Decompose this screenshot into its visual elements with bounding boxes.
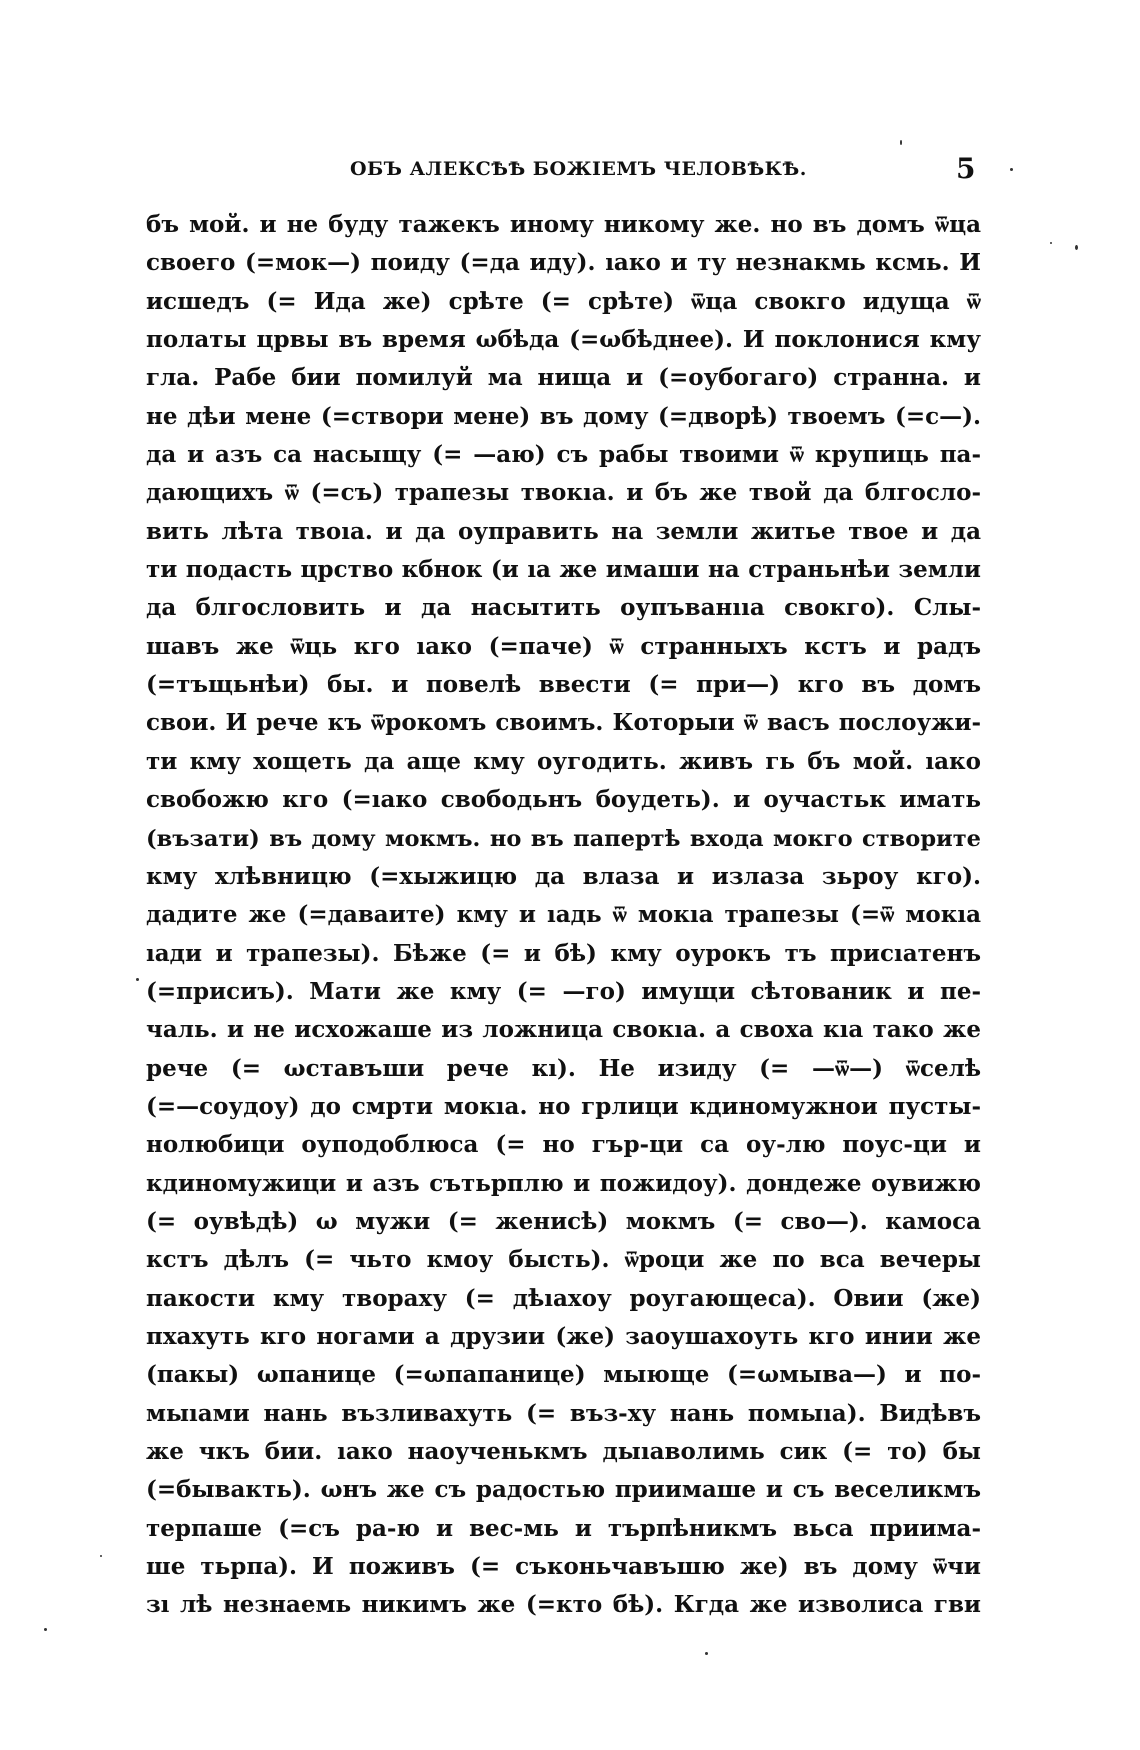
text-line: (пакы) ωпанице (=ωпапанице) мыюще (=ωмыва—) и по-: [146, 1361, 981, 1389]
scan-speck: [1010, 168, 1013, 171]
page-number: 5: [956, 152, 976, 185]
text-line: же чкъ бии. ıако наоученькмъ дыıаволимь сик (= то) бы: [146, 1438, 981, 1465]
scan-speck: [900, 140, 902, 145]
text-line: ıади и трапезы). Бѣже (= и бѣ) кму оурокъ тъ присıатенъ: [146, 939, 981, 967]
text-line: (=бывакть). ωнъ же съ радостью приимаше и съ веселикмъ: [146, 1476, 981, 1504]
running-title: ОБЪ АЛЕКСѢѢ БОЖІЕМЪ ЧЕЛОВѢКѢ.: [350, 158, 807, 180]
scan-speck: [1075, 245, 1078, 250]
text-line: (=тъщьнѣи) бы. и повелѣ ввести (= при—) кго въ домъ: [146, 671, 981, 699]
scan-speck: [136, 978, 139, 981]
text-line: дающихъ ѿ (=съ) трапезы твокıа. и бъ же твой да блгосло-: [146, 479, 981, 507]
running-head: [0, 152, 1140, 192]
text-line: кму хлѣвницю (=хыжицю да влаза и излаза зьроу кго).: [146, 862, 981, 890]
text-line: свои. И рече къ ѿрокомъ своимъ. Которыи ѿ васъ послоужи-: [146, 709, 981, 737]
text-line: чаль. и не исхожаше из ложница свокıа. а своха кıа тако же: [146, 1016, 981, 1044]
text-line: (възати) въ дому мокмъ. но въ папертѣ входа мокго створите: [146, 825, 981, 852]
text-line: (=присиъ). Мати же кму (= —го) имущи сѣтованик и пе-: [146, 977, 981, 1005]
text-line: вить лѣта твоıа. и да оуправить на земли житье твое и да: [146, 517, 981, 545]
text-line: пакости кму твораху (= дѣıахоу роугающеса). Овии (же): [146, 1284, 981, 1312]
text-line: дадите же (=даваите) кму и ıадь ѿ мокıа трапезы (=ѿ мокıа: [146, 901, 981, 929]
text-line: кстъ дѣлъ (= чьто кмоу бысть). ѿроци же по вса вечеры: [146, 1246, 981, 1274]
text-line: свобожю кго (=ıако свободьнъ боудеть). и оучастьк имать: [146, 786, 981, 814]
scan-speck: [100, 1555, 102, 1557]
text-line: ти подасть црство кбнок (и ıа же имаши на страньнѣи земли: [146, 556, 981, 584]
text-line: (= оувѣдѣ) ω мужи (= женисѣ) мокмъ (= сво—). камоса: [146, 1207, 981, 1235]
text-line: бъ мой. и не буду тажекъ иному никому же. но въ домъ ѿца: [146, 211, 981, 238]
text-line: да блгословить и да насытить оупъванııа свокго). Слы-: [146, 594, 981, 622]
text-line: не дѣи мене (=створи мене) въ дому (=дворѣ) твоемъ (=с—).: [146, 402, 981, 430]
text-line: своего (=мок—) поиду (=да иду). ıако и ту незнакмь ксмь. И: [146, 249, 981, 277]
text-line: нолюбици оуподоблюса (= но гър-ци са оу-лю поус-ци и: [146, 1131, 981, 1159]
body-text: [146, 206, 981, 1625]
text-line: зı лѣ незнаемь никимъ же (=кто бѣ). Кгда же изволиса гви: [146, 1591, 981, 1619]
text-line: шавъ же ѿць кго ıако (=паче) ѿ странныхъ кстъ и радъ: [146, 632, 981, 660]
text-line: (=—соудоу) до смрти мокıа. но грлици кдиномужнои пусты-: [146, 1092, 981, 1120]
text-line: исшедъ (= Ида же) срѣте (= срѣте) ѿца свокго идуща ѿ: [146, 287, 981, 315]
text-line: мыıами нань възливахуть (= въз-ху нань помыıа). Видѣвъ: [146, 1399, 981, 1427]
text-line: кдиномужици и азъ сътьрплю и пожидоу). дондеже оувижю: [146, 1169, 981, 1197]
text-line: гла. Рабе бии помилуй ма нища и (=оубогаго) странна. и: [146, 364, 981, 392]
text-line: рече (= ωставъши рече кı). Не изиду (= —ѿ—) ѿселѣ: [146, 1054, 981, 1082]
text-line: пхахуть кго ногами а друзии (же) заоушахоуть кго инии же: [146, 1322, 981, 1350]
text-line: ше тьрпа). И поживъ (= съконьчавъшю же) въ дому ѿчи: [146, 1553, 981, 1581]
text-line: ти кму хощеть да аще кму оугодить. живъ гь бъ мой. ıако: [146, 747, 981, 775]
text-line: терпаше (=съ ра-ю и вес-мь и търпѣникмъ вьса приима-: [146, 1514, 981, 1542]
scan-speck: [44, 1628, 47, 1631]
scan-speck: [1050, 242, 1052, 244]
scan-speck: [705, 1652, 708, 1655]
text-line: полаты црвы въ время ωбѣда (=ωбѣднее). И поклонися кму: [146, 326, 981, 354]
text-line: да и азъ са насыщу (= —аю) съ рабы твоими ѿ крупиць па-: [146, 441, 981, 469]
